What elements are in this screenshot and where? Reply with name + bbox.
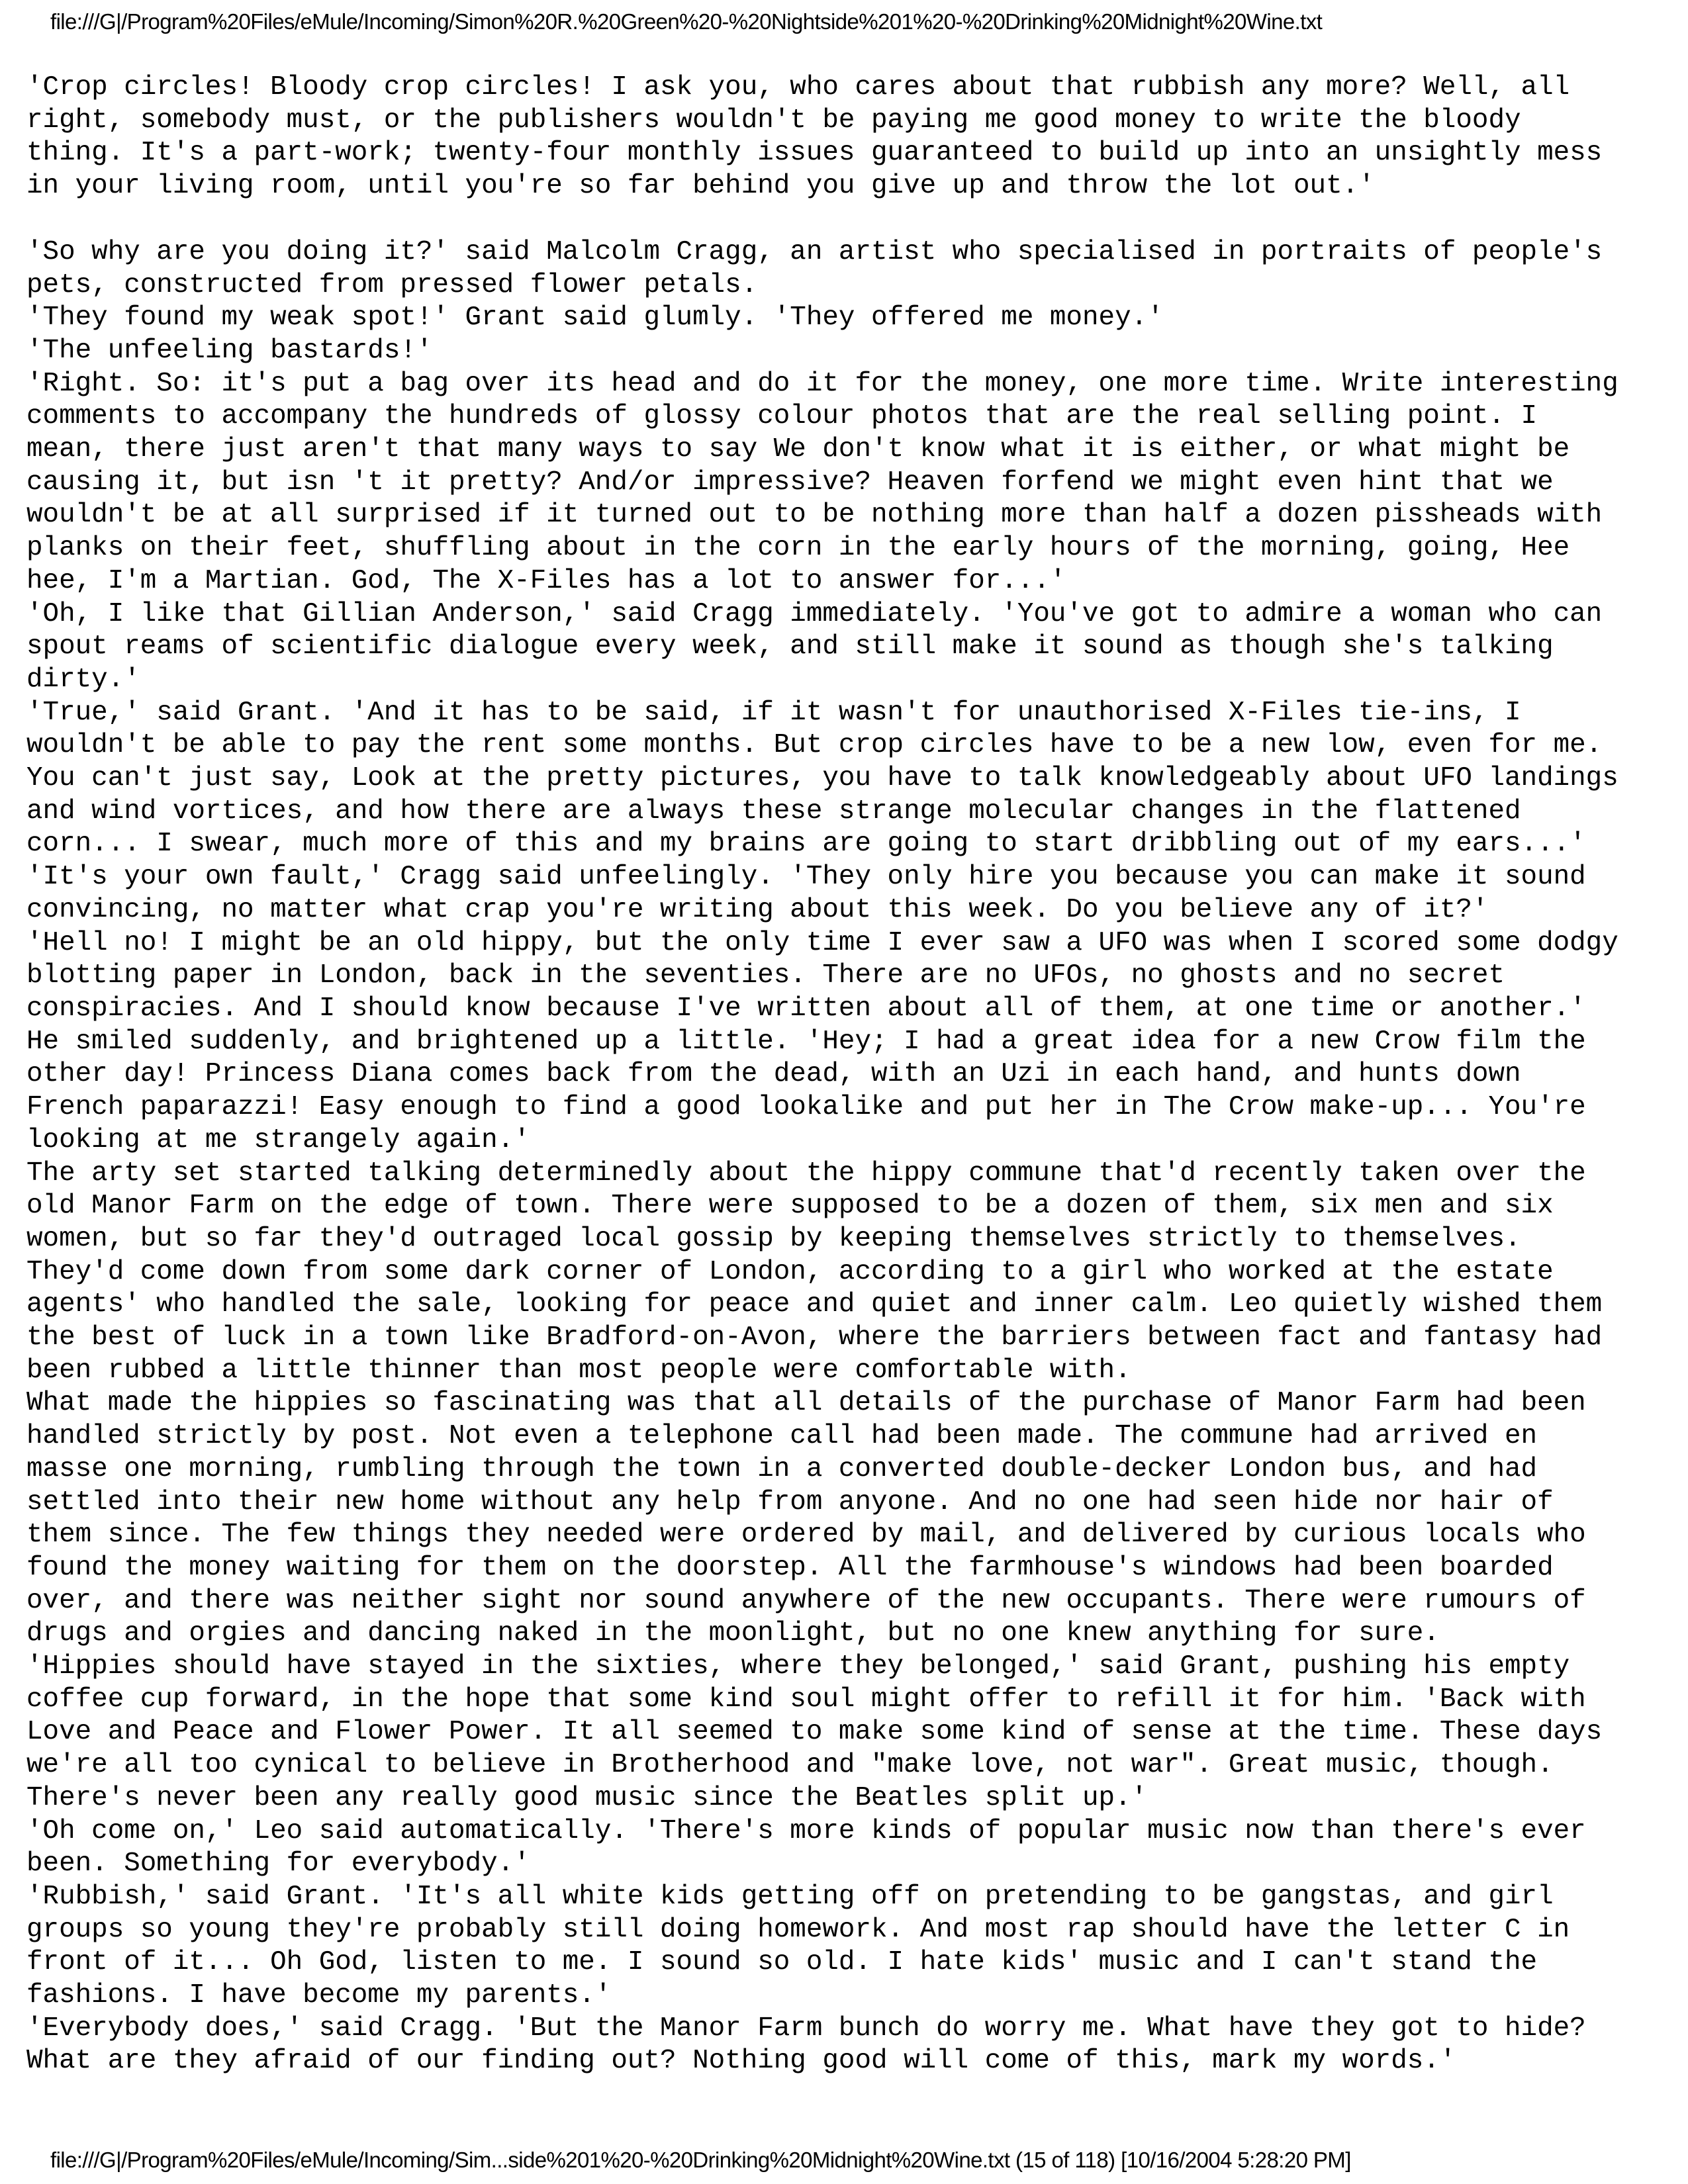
text-line: They'd come down from some dark corner of London, according to a girl who worked at the estate [26,1256,1554,1287]
text-line: thing. It's a part-work; twenty-four monthly issues guaranteed to build up into an unsightly mess [26,138,1603,169]
text-line: in your living room, until you're so far behind you give up and throw the lot out.' [26,171,1375,202]
text-line: blotting paper in London, back in the seventies. There are no UFOs, no ghosts and no secret [26,960,1505,991]
text-line: over, and there was neither sight nor sound anywhere of the new occupants. There were rumours of [26,1585,1586,1616]
text-line: 'Hippies should have stayed in the sixties, where they belonged,' said Grant, pushing his empty [26,1651,1570,1682]
text-line: mean, there just aren't that many ways to say We don't know what it is either, or what might be [26,434,1570,465]
text-line: hee, I'm a Martian. God, The X-Files has a lot to answer for...' [26,565,1066,596]
text-line: convincing, no matter what crap you're writing about this week. Do you believe any of it?' [26,894,1489,925]
text-line: masse one morning, rumbling through the town in a converted double-decker London bus, and had [26,1453,1538,1484]
text-line: What are they afraid of our finding out? Nothing good will come of this, mark my words.' [26,2046,1456,2077]
page-footer: file:///G|/Program%20Files/eMule/Incoming/Sim...side%201%20-%20Drinking%20Midnight%20Wine.txt (15 of 118) [10/16/2004 5:28:20 PM] [50,2148,1351,2172]
text-line: front of it... Oh God, listen to me. I sound so old. I hate kids' music and I can't stand the [26,1947,1538,1978]
text-line: women, but so far they'd outraged local gossip by keeping themselves strictly to themselves. [26,1223,1521,1254]
text-line: other day! Princess Diana comes back from the dead, with an Uzi in each hand, and hunts down [26,1059,1521,1090]
text-line: 'Hell no! I might be an old hippy, but the only time I ever saw a UFO was when I scored some dodgy [26,927,1618,958]
text-line: pets, constructed from pressed flower petals. [26,269,758,300]
text-line: fashions. I have become my parents.' [26,1980,612,2011]
text-line: He smiled suddenly, and brightened up a little. 'Hey; I had a great idea for a new Crow film the [26,1026,1586,1057]
text-line: 'Rubbish,' said Grant. 'It's all white kids getting off on pretending to be gangstas, and girl [26,1881,1554,1912]
text-line: handled strictly by post. Not even a telephone call had been made. The commune had arrived en [26,1421,1538,1452]
page-header-path: file:///G|/Program%20Files/eMule/Incoming/Simon%20R.%20Green%20-%20Nightside%201%20-%20Drinking%20Midnight%20Wine.txt [50,9,1323,34]
text-line: been. Something for everybody.' [26,1848,530,1880]
text-line: 'They found my weak spot!' Grant said glumly. 'They offered me money.' [26,302,1164,334]
text-line: looking at me strangely again.' [26,1124,530,1156]
text-line: The arty set started talking determinedly about the hippy commune that'd recently taken over the [26,1158,1586,1189]
text-line: wouldn't be able to pay the rent some months. But crop circles have to be a new low, even for me. [26,730,1603,761]
text-line: found the money waiting for them on the doorstep. All the farmhouse's windows had been boarded [26,1552,1554,1583]
text-line: old Manor Farm on the edge of town. There were supposed to be a dozen of them, six men and six [26,1191,1554,1222]
text-line: 'So why are you doing it?' said Malcolm Cragg, an artist who specialised in portraits of people's [26,236,1603,267]
text-line: What made the hippies so fascinating was that all details of the purchase of Manor Farm had been [26,1388,1586,1419]
text-line: them since. The few things they needed were ordered by mail, and delivered by curious locals who [26,1520,1586,1551]
text-line: groups so young they're probably still doing homework. And most rap should have the letter C in [26,1914,1570,1945]
text-line: planks on their feet, shuffling about in the corn in the early hours of the morning, going, Hee [26,533,1570,564]
paragraph-gap [26,203,1668,236]
text-line: conspiracies. And I should know because I've written about all of them, at one time or another.' [26,993,1586,1024]
text-line: been rubbed a little thinner than most people were comfortable with. [26,1355,1131,1386]
text-line: and wind vortices, and how there are always these strange molecular changes in the flattened [26,796,1521,827]
text-line: agents' who handled the sale, looking for peace and quiet and inner calm. Leo quietly wished them [26,1289,1603,1320]
text-line: drugs and orgies and dancing naked in the moonlight, but no one knew anything for sure. [26,1618,1440,1649]
text-line: 'Oh, I like that Gillian Anderson,' said Cragg immediately. 'You've got to admire a woman who can [26,598,1603,629]
text-line: dirty.' [26,664,140,695]
text-line: wouldn't be at all surprised if it turned out to be nothing more than half a dozen pissheads with [26,500,1603,531]
text-line: causing it, but isn 't it pretty? And/or impressive? Heaven forfend we might even hint that we [26,467,1554,498]
text-line: settled into their new home without any help from anyone. And no one had seen hide nor hair of [26,1486,1554,1518]
text-line: 'The unfeeling bastards!' [26,335,433,366]
text-line: we're all too cynical to believe in Brotherhood and "make love, not war". Great music, though. [26,1750,1554,1781]
text-line: There's never been any really good music since the Beatles split up.' [26,1782,1148,1813]
text-line: 'True,' said Grant. 'And it has to be said, if it wasn't for unauthorised X-Files tie-ins, I [26,697,1521,728]
text-line: coffee cup forward, in the hope that some kind soul might offer to refill it for him. 'Back with [26,1684,1586,1715]
text-line: 'Crop circles! Bloody crop circles! I ask you, who cares about that rubbish any more? Well, all [26,72,1570,103]
text-line: Love and Peace and Flower Power. It all seemed to make some kind of sense at the time. These days [26,1717,1603,1748]
text-line: 'Everybody does,' said Cragg. 'But the Manor Farm bunch do worry me. What have they got to hide? [26,2013,1586,2044]
text-line: 'It's your own fault,' Cragg said unfeelingly. 'They only hire you because you can make it sound [26,862,1586,893]
text-line: You can't just say, Look at the pretty pictures, you have to talk knowledgeably about UFO landings [26,763,1618,794]
text-line: French paparazzi! Easy enough to find a good lookalike and put her in The Crow make-up... You're [26,1092,1586,1123]
text-line: comments to accompany the hundreds of glossy colour photos that are the real selling point. I [26,401,1538,432]
text-line: right, somebody must, or the publishers wouldn't be paying me good money to write the bloody [26,105,1521,136]
text-line: 'Oh come on,' Leo said automatically. 'There's more kinds of popular music now than there's ever [26,1815,1586,1846]
text-line: the best of luck in a town like Bradford-on-Avon, where the barriers between fact and fantasy had [26,1322,1603,1353]
text-line: corn... I swear, much more of this and my brains are going to start dribbling out of my ears...' [26,829,1586,860]
text-line: spout reams of scientific dialogue every week, and still make it sound as though she's talking [26,631,1554,662]
document-text [26,71,1668,2078]
text-line: 'Right. So: it's put a bag over its head and do it for the money, one more time. Write interesting [26,368,1618,399]
